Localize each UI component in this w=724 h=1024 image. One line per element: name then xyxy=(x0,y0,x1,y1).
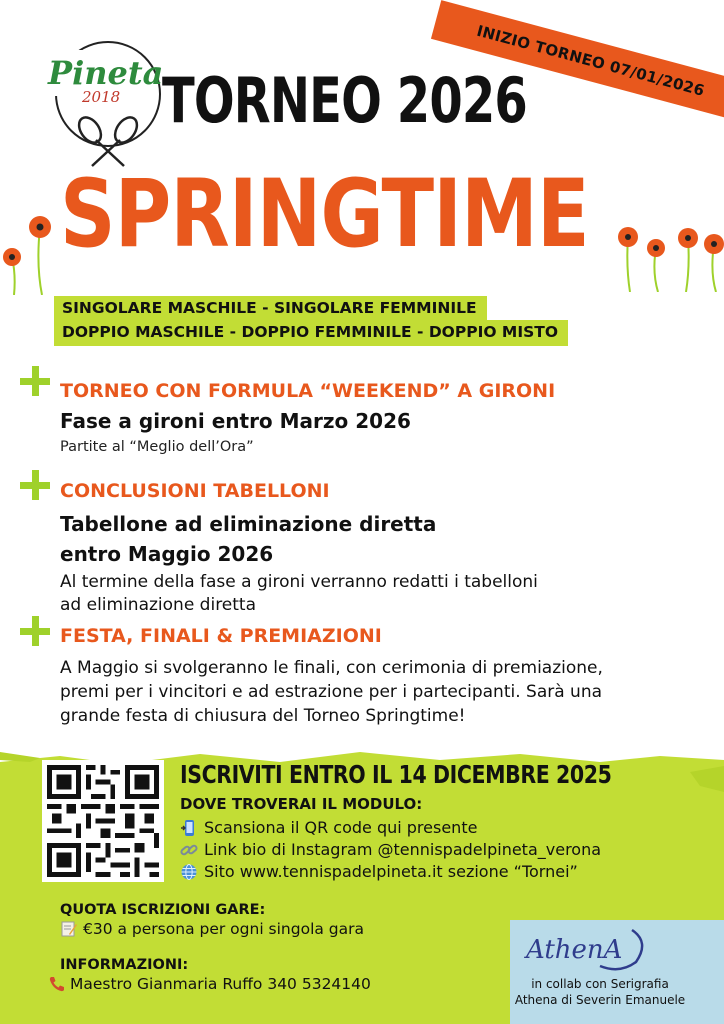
flower-decoration-right xyxy=(606,222,724,292)
start-date-text: INIZIO TORNEO 07/01/2026 xyxy=(474,21,707,100)
info-label: INFORMAZIONI: xyxy=(60,957,189,973)
signup-item-instagram-text: Link bio di Instagram @tennispadelpineta_verona xyxy=(204,840,602,859)
phone-scan-icon xyxy=(180,819,198,837)
info-text: Maestro Gianmaria Ruffo 340 5324140 xyxy=(70,975,371,993)
memo-icon xyxy=(60,920,78,938)
title-torneo: TORNEO 2026 xyxy=(162,64,527,137)
signup-item-qr-text: Scansiona il QR code qui presente xyxy=(204,818,478,837)
logo-name: Pineta xyxy=(48,54,164,92)
section-2-text-line-2: ad eliminazione diretta xyxy=(60,595,257,615)
sponsor-credit-line-2: Athena di Severin Emanuele xyxy=(514,993,686,1008)
section-3-title: FESTA, FINALI & PREMIAZIONI xyxy=(60,625,382,647)
signup-item-qr xyxy=(180,818,477,837)
athena-logo xyxy=(520,922,652,974)
title-springtime: SPRINGTIME xyxy=(60,160,589,269)
section-2-subtitle-line-2: entro Maggio 2026 xyxy=(60,542,274,566)
sponsor-credit-line-1: in collab con Serigrafia xyxy=(531,977,669,991)
categories-line-1: SINGOLARE MASCHILE - SINGOLARE FEMMINILE xyxy=(54,296,487,322)
section-1-text: Partite al “Meglio dell’Ora” xyxy=(60,439,254,455)
link-icon xyxy=(180,841,198,859)
section-3-text-line-2: premi per i vincitori e ad estrazione per i partecipanti. Sarà una xyxy=(60,682,603,702)
signup-item-website-text: Sito www.tennispadelpineta.it sezione “Tornei” xyxy=(204,862,578,881)
section-3-text-line-1: A Maggio si svolgeranno le finali, con cerimonia di premiazione, xyxy=(60,658,603,678)
plus-icon xyxy=(20,616,50,646)
phone-icon xyxy=(48,975,66,993)
flower-decoration-left xyxy=(0,205,60,295)
section-1-title: TORNEO CON FORMULA “WEEKEND” A GIRONI xyxy=(60,380,556,402)
signup-deadline: ISCRIVITI ENTRO IL 14 DICEMBRE 2025 xyxy=(180,760,612,789)
section-2-title: CONCLUSIONI TABELLONI xyxy=(60,480,330,502)
logo-year: 2018 xyxy=(82,88,121,106)
section-1-subtitle: Fase a gironi entro Marzo 2026 xyxy=(60,409,411,433)
fee-label: QUOTA ISCRIZIONI GARE: xyxy=(60,902,266,918)
categories-line-2: DOPPIO MASCHILE - DOPPIO FEMMINILE - DOPPIO MISTO xyxy=(54,320,568,346)
fee-line xyxy=(60,920,364,938)
section-2-text-line-1: Al termine della fase a gironi verranno redatti i tabelloni xyxy=(60,572,538,592)
fee-text: €30 a persona per ogni singola gara xyxy=(83,920,365,938)
section-3-text-line-3: grande festa di chiusura del Torneo Springtime! xyxy=(60,706,466,726)
signup-item-website[interactable] xyxy=(180,862,578,881)
signup-item-instagram[interactable] xyxy=(180,840,601,859)
pineta-logo xyxy=(46,32,166,172)
info-line[interactable] xyxy=(48,975,371,993)
plus-icon xyxy=(20,366,50,396)
svg-text:AthenA: AthenA xyxy=(526,935,623,965)
form-location-label: DOVE TROVERAI IL MODULO: xyxy=(180,795,423,813)
qr-code[interactable] xyxy=(42,760,164,882)
plus-icon xyxy=(20,470,50,500)
section-2-subtitle-line-1: Tabellone ad eliminazione diretta xyxy=(60,512,437,536)
globe-icon xyxy=(180,863,198,881)
sponsor-credit xyxy=(488,976,712,1008)
